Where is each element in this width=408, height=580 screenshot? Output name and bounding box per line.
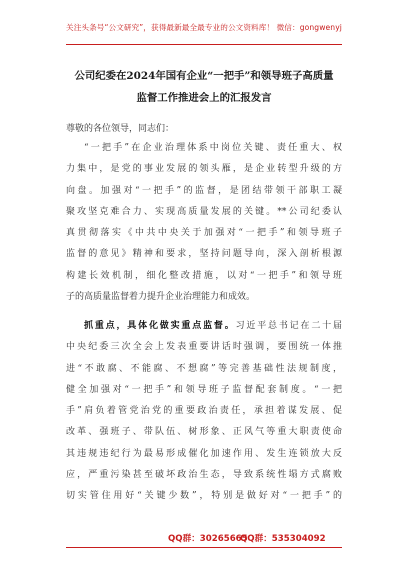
paragraph-line: 监督的意见》精神和要求，坚持问题导向，深入剖析根源 bbox=[66, 249, 342, 260]
paragraph-line: 真贯彻落实《中共中央关于加强对“一把手”和领导班子 bbox=[66, 228, 342, 239]
paragraph-line: 手”肩负着管党治党的重要政治责任，承担着谋发展、促 bbox=[66, 406, 342, 417]
paragraph-1 bbox=[66, 138, 342, 308]
document-title-line-2: 监督工作推进会上的汇报发言 bbox=[136, 92, 272, 104]
paragraph-line: 改革、强班子、带队伍、树形象、正风气等重大职责使命 bbox=[66, 427, 342, 438]
paragraph-line: 应，严重污染甚至破坏政治生态，导致系统性塌方式腐败 bbox=[66, 470, 342, 481]
paragraph-text: 习近平总书记在二十届 bbox=[235, 321, 342, 331]
paragraph-line: 向盘。加强对“一把手”的监督，是团结带领干部职工凝 bbox=[66, 185, 342, 196]
paragraph-lead-bold: 抓重点，具体化做实重点监督。 bbox=[84, 321, 236, 331]
paragraph-line: 聚攻坚克难合力、实现高质量发展的关键。**公司纪委认 bbox=[66, 206, 342, 217]
paragraph-line: 子的高质量监督着力提升企业治理能力和成效。 bbox=[66, 292, 256, 303]
paragraph-2 bbox=[66, 316, 342, 508]
paragraph-line: 进“不敢腐、不能腐、不想腐”等完善基础性法规制度， bbox=[66, 363, 342, 374]
paragraph-line: 中央纪委三次全会上发表重要讲话时强调，要围统一体推 bbox=[66, 342, 342, 353]
paragraph-line: 力集中，是党的事业发展的领头雁，是企业转型升级的方 bbox=[66, 164, 342, 175]
paragraph-line: “一把手”在企业治理体系中岗位关键、责任重大、权 bbox=[84, 143, 342, 153]
paragraph-line: 健全加强对“一把手”和领导班子监督配套制度。“一把 bbox=[66, 384, 342, 395]
footer-rule bbox=[66, 547, 342, 548]
footer-qq-group-2: QQ群：535304092 bbox=[240, 534, 326, 544]
salutation: 尊敬的各位领导，同志们： bbox=[66, 124, 175, 134]
paragraph-line: 构建长效机制，细化整改措施，以对“一把手”和领导班 bbox=[66, 270, 342, 281]
paragraph-line: 其违规违纪行为最易形成催化加速作用、发生连锁放大反 bbox=[66, 448, 342, 459]
header-rule bbox=[66, 44, 342, 45]
paragraph-line: 切实管住用好“关键少数”，特别是做好对“一把手”的 bbox=[66, 491, 342, 502]
footer-qq-group-1: QQ群：30265665 bbox=[168, 534, 248, 544]
header-promo-note: 关注头条号“公文研究”，获得最新最全最专业的公文资料库！ 微信：gongwenyj bbox=[66, 23, 342, 32]
paragraph-line bbox=[66, 316, 342, 337]
document-title-line-1: 公司纪委在2024年国有企业“一把手”和领导班子高质量 bbox=[74, 70, 334, 82]
